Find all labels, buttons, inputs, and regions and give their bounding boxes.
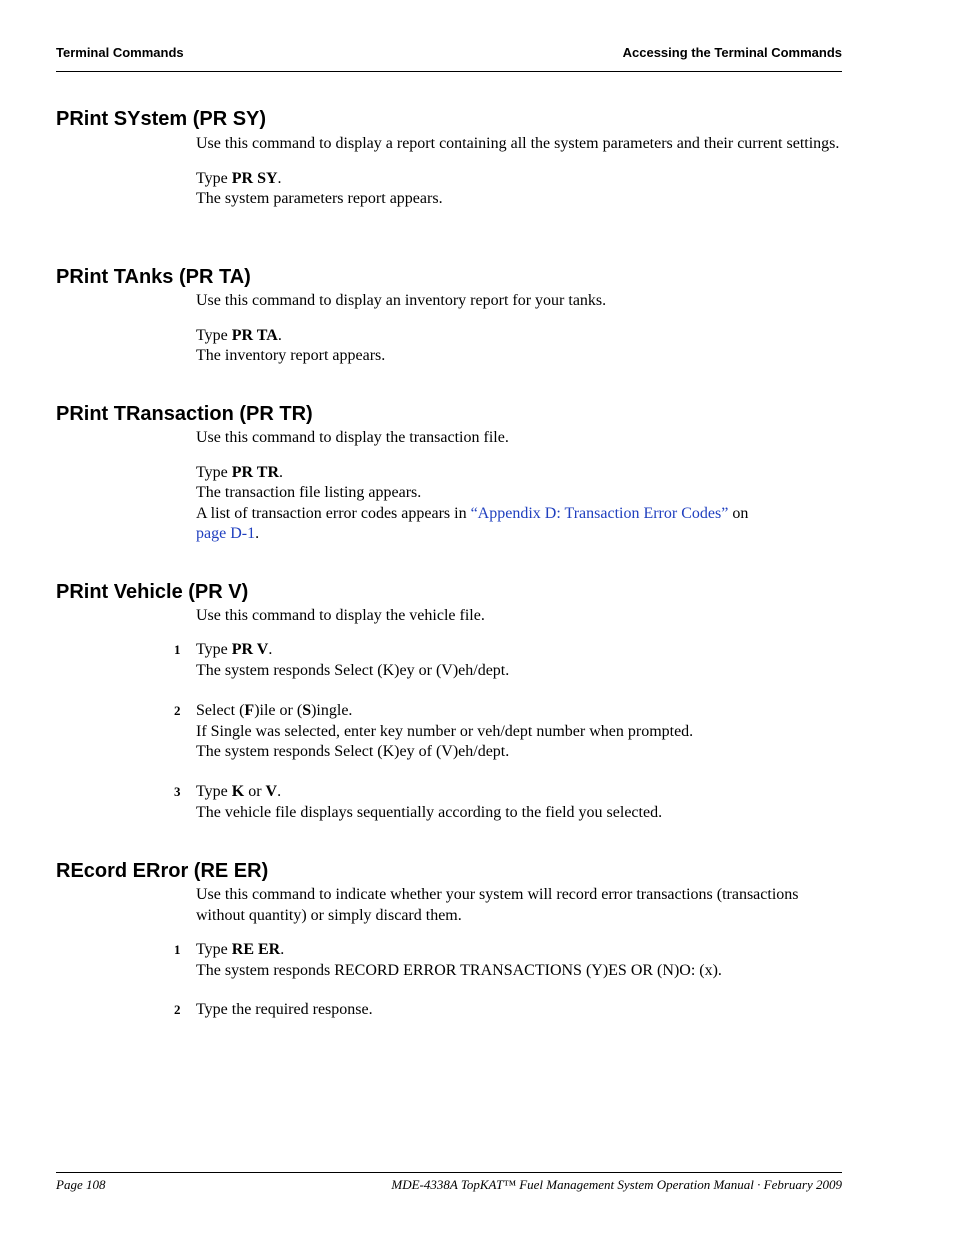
header-rule (56, 71, 842, 72)
section-heading-pr-sy: PRint SYstem (PR SY) (56, 108, 267, 130)
command-text: RE ER (231, 941, 281, 958)
result-text: The system parameters report appears. (196, 190, 443, 207)
punctuation: . (277, 169, 282, 187)
section-body-pr-sy (196, 134, 846, 210)
step-result: The system responds Select (K)ey or (V)eh/dept. (196, 661, 510, 679)
key-letter: K (231, 783, 245, 800)
section-body-re-er (196, 885, 846, 926)
command-text: PR V (231, 641, 269, 658)
result-text: The transaction file listing appears. (196, 484, 422, 501)
footer-rule (56, 1172, 842, 1173)
punctuation: . (268, 641, 273, 658)
punctuation: . (280, 941, 285, 958)
step-1-pr-v (196, 640, 846, 681)
instruction-text: Type (196, 941, 232, 958)
instruction: Type the required response. (196, 1001, 373, 1018)
step-number: 2 (174, 1002, 181, 1017)
instruction-text: )ile or ( (254, 702, 303, 719)
instruction-text: Type (196, 326, 232, 344)
section-body-pr-v (196, 606, 846, 627)
running-header-left: Terminal Commands (56, 45, 184, 60)
instruction-text: )ingle. (311, 702, 353, 719)
step-result: The system responds Select (K)ey of (V)eh/dept. (196, 743, 510, 760)
instruction-text: Type (196, 463, 232, 481)
step-number: 1 (174, 942, 181, 957)
appendix-d-link[interactable]: “Appendix D: Transaction Error Codes” (470, 504, 729, 522)
step-number: 3 (174, 784, 181, 799)
step-result: The system responds RECORD ERROR TRANSACTIONS (Y)ES OR (N)O: (x). (196, 961, 722, 979)
step-number: 1 (174, 642, 181, 657)
key-letter: S (302, 702, 312, 719)
cross-reference-text: A list of transaction error codes appears in (196, 504, 471, 522)
description: Use this command to display the vehicle file. (196, 607, 485, 624)
section-heading-pr-tr: PRint TRansaction (PR TR) (56, 403, 313, 425)
description: Use this command to display an inventory report for your tanks. (196, 292, 607, 309)
document-title: MDE-4338A TopKAT™ Fuel Management System Operation Manual · February 2009 (391, 1177, 842, 1192)
command-text: PR TR (231, 463, 280, 481)
instruction (196, 326, 846, 347)
description: Use this command to display the transaction file. (196, 429, 509, 446)
key-letter: V (265, 783, 278, 800)
punctuation: . (279, 463, 284, 481)
instruction-text: Type (196, 641, 232, 658)
instruction (196, 940, 846, 961)
cross-reference (196, 504, 846, 545)
punctuation: . (277, 326, 282, 344)
instruction-text: Select ( (196, 702, 245, 719)
instruction (196, 169, 846, 190)
instruction-text: Type (196, 783, 232, 800)
command-text: PR SY (231, 169, 278, 187)
description: Use this command to indicate whether your system will record error transactions (transactions without quantity) or simply discard them. (196, 886, 799, 924)
step-detail: If Single was selected, enter key number or veh/dept number when prompted. (196, 722, 694, 740)
step-1-re-er (196, 940, 846, 981)
section-body-pr-ta (196, 291, 846, 367)
step-2-pr-v (196, 701, 846, 763)
section-heading-re-er: REcord ERror (RE ER) (56, 860, 269, 882)
instruction (196, 640, 846, 661)
running-header-right: Accessing the Terminal Commands (622, 45, 842, 60)
instruction-text: Type (196, 169, 232, 187)
page-number: Page 108 (56, 1177, 106, 1192)
instruction (196, 782, 846, 803)
instruction (196, 701, 846, 722)
result-text: The inventory report appears. (196, 347, 386, 364)
instruction (196, 463, 846, 484)
instruction-text: or (244, 783, 266, 800)
description: Use this command to display a report containing all the system parameters and their current settings. (196, 135, 840, 152)
punctuation: . (277, 783, 282, 800)
step-3-pr-v (196, 782, 846, 823)
section-heading-pr-ta: PRint TAnks (PR TA) (56, 266, 251, 288)
step-result: The vehicle file displays sequentially according to the field you selected. (196, 803, 663, 821)
step-2-re-er (196, 1000, 846, 1021)
command-text: PR TA (231, 326, 278, 344)
punctuation: . (255, 525, 260, 542)
cross-reference-text: on (728, 504, 749, 522)
section-body-pr-tr (196, 428, 846, 545)
page-d1-link[interactable]: page D-1 (196, 525, 256, 542)
section-heading-pr-v: PRint Vehicle (PR V) (56, 581, 249, 603)
step-number: 2 (174, 703, 181, 718)
key-letter: F (244, 702, 255, 719)
